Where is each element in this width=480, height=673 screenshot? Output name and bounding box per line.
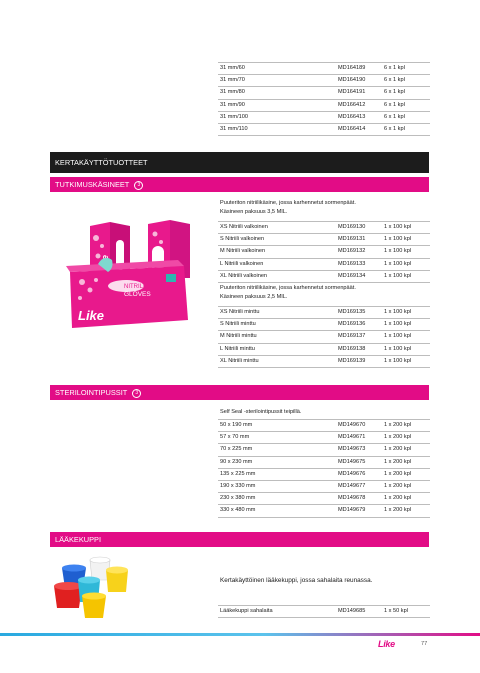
table-row [218, 246, 430, 258]
table-row [218, 234, 430, 246]
pack-size: 1 x 100 kpl [384, 345, 412, 352]
section-header-gloves [50, 177, 429, 192]
pack-size: 1 x 100 kpl [384, 321, 412, 328]
pack-size: 1 x 100 kpl [384, 309, 412, 315]
description-line: Self Seal -sterilointipussit teipillä. [220, 409, 302, 415]
box-label-line2: GLOVES [124, 291, 151, 298]
sterile-pouches-description [220, 408, 430, 417]
footer-gradient-line [0, 633, 480, 636]
number-circle-icon: 3 [132, 389, 141, 398]
table-row [218, 469, 430, 481]
table-row [218, 344, 430, 356]
box-brand-logo: Like [78, 308, 105, 323]
pack-size: 1 x 100 kpl [384, 236, 412, 243]
product-code: MD149685 [338, 608, 366, 614]
table-row [218, 444, 430, 456]
product-name: 70 x 225 mm [220, 446, 253, 453]
product-name: 31 mm/60 [220, 65, 245, 71]
pack-size: 1 x 200 kpl [384, 434, 412, 441]
pack-size: 6 x 1 kpl [384, 89, 405, 96]
pack-size: 1 x 200 kpl [384, 507, 412, 514]
table-row [218, 124, 430, 136]
box-label-line1: NITRILE [124, 284, 148, 290]
nitrile-gloves-box-image [62, 216, 202, 334]
product-name: 190 x 330 mm [220, 482, 256, 489]
product-code: MD169133 [338, 260, 366, 267]
mint-gloves-description [220, 284, 430, 301]
table-row [218, 319, 430, 331]
product-code: MD169134 [338, 272, 366, 279]
product-name: XL Nitriili minttu [220, 357, 259, 364]
product-name: 31 mm/110 [220, 125, 248, 132]
mint-gloves-table [218, 306, 430, 368]
table-row [218, 100, 430, 112]
product-code: MD169131 [338, 236, 366, 243]
pack-size: 1 x 200 kpl [384, 470, 412, 477]
product-name: M Nitriili minttu [220, 333, 257, 340]
product-code: MD149671 [338, 434, 366, 441]
product-code: MD169135 [338, 309, 366, 315]
table-row [218, 271, 430, 283]
section-title: STERILOINTIPUSSIT [55, 388, 128, 397]
product-code: MD169139 [338, 357, 366, 364]
product-name: S Nitriili valkoinen [220, 236, 265, 243]
product-code: MD149673 [338, 446, 366, 453]
product-code: MD149670 [338, 422, 366, 428]
product-name: L Nitriili valkoinen [220, 260, 264, 267]
cup-yellow-front [82, 593, 106, 619]
product-name: 31 mm/70 [220, 77, 245, 84]
product-name: 31 mm/90 [220, 101, 245, 108]
product-code: MD164191 [338, 89, 366, 96]
cup-yellow-right [106, 567, 128, 593]
pack-size: 1 x 200 kpl [384, 458, 412, 465]
product-code: MD164189 [338, 65, 366, 71]
description-line: Käsineen paksuus 3,5 MIL. [220, 208, 288, 215]
product-name: Lääkekuppi sahalaita [220, 608, 273, 614]
glove-box-front [66, 260, 188, 328]
pack-size: 1 x 100 kpl [384, 248, 412, 255]
description-line: Puuteriton nitriilikäsine, jossa karhennetut sormenpäät. [220, 285, 356, 291]
sterile-pouches-table [218, 419, 430, 518]
product-name: 135 x 225 mm [220, 470, 256, 477]
table-row [218, 457, 430, 469]
table-row [218, 62, 430, 75]
product-code: MD169136 [338, 321, 366, 328]
section-title: LÄÄKEKUPPI [55, 535, 102, 544]
table-row [218, 75, 430, 87]
pack-size: 1 x 200 kpl [384, 422, 412, 428]
pack-size: 6 x 1 kpl [384, 125, 405, 132]
number-circle-icon: 3 [134, 181, 143, 190]
pack-size: 1 x 100 kpl [384, 333, 412, 340]
table-row [218, 259, 430, 271]
product-name: S Nitriili minttu [220, 321, 256, 328]
product-name: 330 x 480 mm [220, 507, 256, 514]
product-code: MD164190 [338, 77, 366, 84]
product-name: XS Nitriili minttu [220, 309, 260, 315]
product-name: XS Nitriili valkoinen [220, 224, 268, 230]
pack-size: 1 x 200 kpl [384, 482, 412, 489]
product-code: MD166412 [338, 101, 366, 108]
section-title: TUTKIMUSKÄSINEET [55, 180, 130, 189]
description-line: Käsineen paksuus 2,5 MIL. [220, 293, 288, 300]
section-header-disposables [50, 152, 429, 173]
medicine-cup-description [220, 577, 430, 586]
description-line: Puuteriton nitriilikäsine, jossa karhennetut sormenpäät. [220, 200, 356, 206]
product-name: M Nitriili valkoinen [220, 248, 266, 255]
pack-size: 6 x 1 kpl [384, 101, 405, 108]
product-name: L Nitriili minttu [220, 345, 255, 352]
pack-size: 1 x 100 kpl [384, 272, 412, 279]
table-row [218, 306, 430, 319]
table-row [218, 505, 430, 517]
product-name: 230 x 380 mm [220, 495, 256, 502]
medicine-cups-image [48, 552, 138, 624]
pack-size: 1 x 50 kpl [384, 608, 408, 614]
product-code: MD169132 [338, 248, 366, 255]
product-name: 50 x 190 mm [220, 422, 253, 428]
product-code: MD149679 [338, 507, 366, 514]
product-code: MD166414 [338, 125, 366, 132]
footer-logo: Like [378, 639, 395, 649]
product-code: MD169137 [338, 333, 366, 340]
product-code: MD149677 [338, 482, 366, 489]
top-product-table [218, 62, 430, 136]
pack-size: 6 x 1 kpl [384, 65, 405, 71]
product-code: MD169130 [338, 224, 366, 230]
description-line: Kertakäyttöinen lääkekuppi, jossa sahalaita reunassa. [220, 577, 373, 584]
pack-size: 6 x 1 kpl [384, 77, 405, 84]
section-header-sterile-pouches [50, 385, 429, 400]
table-row [218, 112, 430, 124]
table-row [218, 493, 430, 505]
pack-size: 1 x 100 kpl [384, 224, 412, 230]
product-name: 57 x 70 mm [220, 434, 250, 441]
section-header-medicine-cup [50, 532, 429, 547]
table-row [218, 432, 430, 444]
cup-red [54, 582, 82, 608]
product-code: MD149675 [338, 458, 366, 465]
table-row [218, 87, 430, 99]
table-row [218, 221, 430, 234]
pack-size: 6 x 1 kpl [384, 113, 405, 120]
pack-size: 1 x 100 kpl [384, 260, 412, 267]
white-gloves-table [218, 221, 430, 283]
product-code: MD149676 [338, 470, 366, 477]
medicine-cup-table [218, 605, 430, 618]
pack-size: 1 x 200 kpl [384, 495, 412, 502]
product-code: MD166413 [338, 113, 366, 120]
table-row [218, 481, 430, 493]
pack-size: 1 x 200 kpl [384, 446, 412, 453]
table-row [218, 356, 430, 368]
product-name: 31 mm/100 [220, 113, 248, 120]
product-name: 90 x 230 mm [220, 458, 253, 465]
pack-size: 1 x 100 kpl [384, 357, 412, 364]
page-number: 77 [421, 641, 428, 647]
table-row [218, 605, 430, 618]
product-name: XL Nitriili valkoinen [220, 272, 268, 279]
product-name: 31 mm/80 [220, 89, 245, 96]
table-row [218, 419, 430, 432]
product-code: MD149678 [338, 495, 366, 502]
section-title: KERTAKÄYTTÖTUOTTEET [55, 158, 148, 167]
table-row [218, 331, 430, 343]
white-gloves-description [220, 199, 430, 216]
product-code: MD169138 [338, 345, 366, 352]
